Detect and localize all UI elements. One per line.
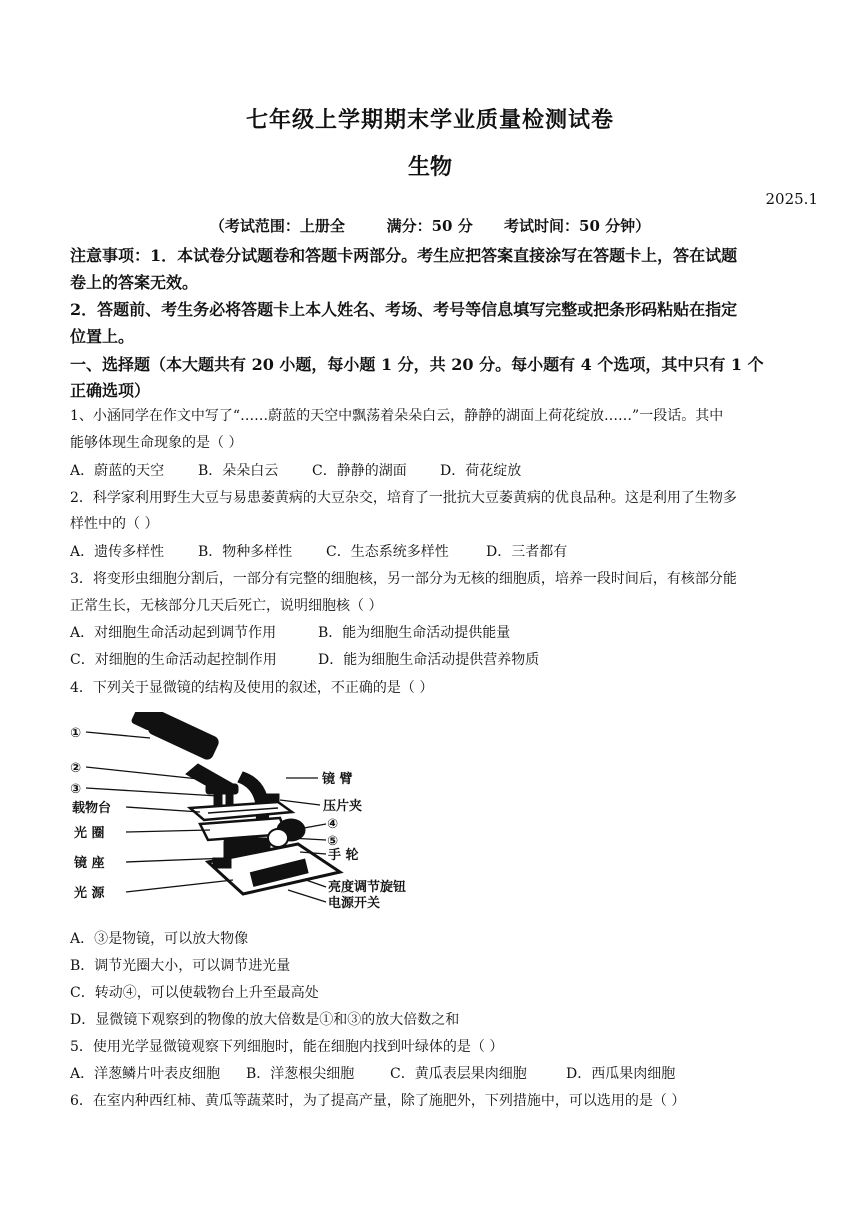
- q2-stem-2: 样性中的（ ）: [70, 516, 159, 532]
- notes-line-1: 注意事项：1．本试卷分试题卷和答题卡两部分。考生应把答案直接涂写在答题卡上，答在试题: [70, 246, 738, 265]
- notes-line-3: 2．答题前、考生务必将答题卡上本人姓名、考场、考号等信息填写完整或把条形码粘贴在指定: [70, 300, 738, 319]
- q4-option-c: C．转动④，可以使载物台上升至最高处: [70, 985, 319, 1001]
- q5-options: [70, 1063, 795, 1083]
- q2-option-c: C．生态系统多样性: [326, 544, 449, 560]
- label-1: ①: [70, 726, 82, 741]
- q5-option-a: A．洋葱鳞片叶表皮细胞: [70, 1066, 221, 1082]
- q3-option-a: A．对细胞生命活动起到调节作用: [70, 625, 277, 641]
- label-power: 电源开关: [328, 896, 381, 911]
- q2-options: [70, 541, 795, 561]
- q5-option-d: D．西瓜果肉细胞: [566, 1066, 676, 1082]
- q2-option-d: D．三者都有: [486, 544, 568, 560]
- q4-stem: 4．下列关于显微镜的结构及使用的叙述，不正确的是（ ）: [70, 680, 434, 696]
- label-light: 光 源: [74, 886, 105, 901]
- section-heading-2: 正确选项）: [70, 381, 151, 400]
- notes-line-2: 卷上的答案无效。: [70, 273, 199, 292]
- subject-title: 生物: [407, 154, 452, 180]
- microscope-figure: [68, 712, 448, 917]
- q1-option-c: C．静静的湖面: [312, 463, 407, 479]
- q5-option-b: B．洋葱根尖细胞: [246, 1066, 355, 1082]
- q3-option-c: C．对细胞的生命活动起控制作用: [70, 652, 277, 668]
- label-3: ③: [70, 782, 82, 797]
- q1-option-d: D．荷花绽放: [440, 463, 522, 479]
- q1-stem-1: 1、小涵同学在作文中写了“……蔚蓝的天空中飘荡着朵朵白云，静静的湖面上荷花绽放……”一段话。其中: [70, 408, 724, 424]
- q5-option-c: C．黄瓜表层果肉细胞: [390, 1066, 527, 1082]
- q3-options-row-1: [70, 622, 795, 642]
- q1-options: [70, 460, 795, 480]
- label-5: ⑤: [327, 834, 339, 849]
- q4-option-b: B．调节光圈大小，可以调节进光量: [70, 958, 291, 974]
- q3-stem-2: 正常生长，无核部分几天后死亡，说明细胞核（ ）: [70, 598, 383, 614]
- label-4: ④: [327, 817, 339, 832]
- q2-stem-1: 2．科学家利用野生大豆与易患萎黄病的大豆杂交，培育了一批抗大豆萎黄病的优良品种。这是利用了生物多: [70, 490, 737, 506]
- exam-date: 2025.1: [765, 190, 818, 208]
- q3-options-row-2: [70, 649, 795, 669]
- label-stage: 载物台: [72, 801, 112, 816]
- label-wheel: 手 轮: [328, 848, 359, 863]
- q6-stem: 6．在室内种西红柿、黄瓜等蔬菜时，为了提高产量，除了施肥外，下列措施中，可以选用的是（ ）: [70, 1093, 686, 1109]
- label-diaphragm: 光 圈: [74, 826, 105, 841]
- q2-option-b: B．物种多样性: [198, 544, 293, 560]
- label-brightness: 亮度调节旋钮: [328, 880, 407, 895]
- q5-stem: 5．使用光学显微镜观察下列细胞时，能在细胞内找到叶绿体的是（ ）: [70, 1039, 504, 1055]
- q4-option-a: A．③是物镜，可以放大物像: [70, 931, 249, 947]
- label-2: ②: [70, 761, 82, 776]
- q3-option-b: B．能为细胞生命活动提供能量: [318, 625, 511, 641]
- q3-option-d: D．能为细胞生命活动提供营养物质: [318, 652, 540, 668]
- q3-stem-1: 3．将变形虫细胞分割后，一部分有完整的细胞核，另一部分为无核的细胞质，培养一段时间后，有核部分能: [70, 571, 737, 587]
- exam-title: 七年级上学期期末学业质量检测试卷: [245, 107, 614, 133]
- label-clip: 压片夹: [323, 799, 363, 814]
- q4-option-d: D．显微镜下观察到的物像的放大倍数是①和③的放大倍数之和: [70, 1012, 460, 1028]
- notes-line-4: 位置上。: [70, 327, 135, 346]
- exam-scope: （考试范围：上册全 满分：50 分 考试时间：50 分钟）: [209, 217, 651, 235]
- label-arm: 镜 臂: [322, 772, 353, 787]
- section-heading-1: 一、选择题（本大题共有 20 小题，每小题 1 分，共 20 分。每小题有 4 个选项，其中只有 1 个: [70, 355, 764, 374]
- label-base: 镜 座: [74, 856, 105, 871]
- q1-stem-2: 能够体现生命现象的是（ ）: [70, 435, 243, 451]
- q1-option-a: A．蔚蓝的天空: [70, 463, 165, 479]
- q2-option-a: A．遗传多样性: [70, 544, 165, 560]
- q1-option-b: B．朵朵白云: [198, 463, 279, 479]
